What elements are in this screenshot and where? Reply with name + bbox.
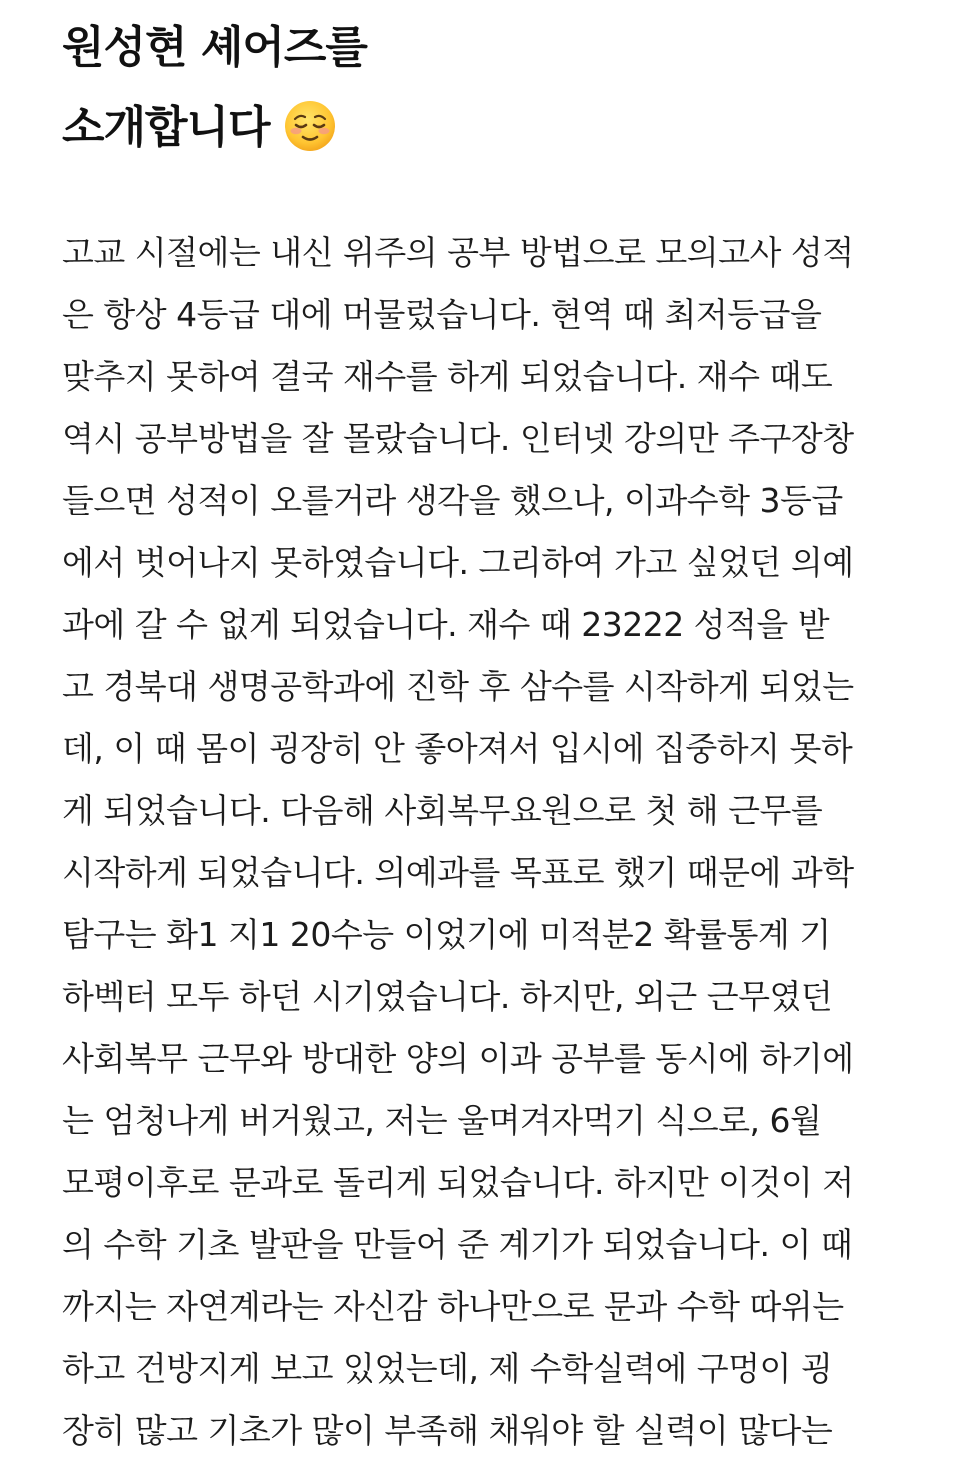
body-line: 에서 벗어나지 못하였습니다. 그리하여 가고 싶었던 의예	[62, 543, 854, 582]
body-line: 들으면 성적이 오를거라 생각을 했으나, 이과수학 3등급	[62, 481, 843, 520]
smiling-face-emoji-icon	[284, 100, 336, 152]
article	[62, 0, 912, 1450]
body-line: 시작하게 되었습니다. 의예과를 목표로 했기 때문에 과학	[62, 853, 854, 892]
body-line: 고교 시절에는 내신 위주의 공부 방법으로 모의고사 성적	[62, 233, 854, 272]
title-line-2	[62, 88, 912, 168]
body-line: 는 엄청나게 버거웠고, 저는 울며겨자먹기 식으로, 6월	[62, 1101, 822, 1140]
title-line-1: 원성현 셰어즈를	[62, 22, 367, 73]
body-line: 고 경북대 생명공학과에 진학 후 삼수를 시작하게 되었는	[62, 667, 854, 706]
body-line: 모평이후로 문과로 돌리게 되었습니다. 하지만 이것이 저	[62, 1163, 854, 1202]
body-line: 탐구는 화1 지1 20수능 이었기에 미적분2 확률통계 기	[62, 915, 831, 954]
title-line-2-text: 소개합니다	[62, 102, 270, 153]
body-line: 하고 건방지게 보고 있었는데, 제 수학실력에 구멍이 굉	[62, 1349, 833, 1388]
body-line: 맞추지 못하여 결국 재수를 하게 되었습니다. 재수 때도	[62, 357, 833, 396]
body-line: 과에 갈 수 없게 되었습니다. 재수 때 23222 성적을 받	[62, 605, 830, 644]
body-line: 의 수학 기초 발판을 만들어 준 계기가 되었습니다. 이 때	[62, 1225, 853, 1264]
body-line: 게 되었습니다. 다음해 사회복무요원으로 첫 해 근무를	[62, 791, 823, 830]
body-line: 사회복무 근무와 방대한 양의 이과 공부를 동시에 하기에	[62, 1039, 854, 1078]
body-line: 하벡터 모두 하던 시기였습니다. 하지만, 외근 근무였던	[62, 977, 833, 1016]
article-body	[62, 222, 912, 1462]
body-line: 장히 많고 기초가 많이 부족해 채워야 할 실력이 많다는	[62, 1411, 833, 1450]
body-line: 데, 이 때 몸이 굉장히 안 좋아져서 입시에 집중하지 못하	[62, 729, 853, 768]
body-line: 역시 공부방법을 잘 몰랐습니다. 인터넷 강의만 주구장창	[62, 419, 854, 458]
body-line: 까지는 자연계라는 자신감 하나만으로 문과 수학 따위는	[62, 1287, 844, 1326]
body-line: 은 항상 4등급 대에 머물렀습니다. 현역 때 최저등급을	[62, 295, 822, 334]
article-title	[62, 0, 912, 168]
